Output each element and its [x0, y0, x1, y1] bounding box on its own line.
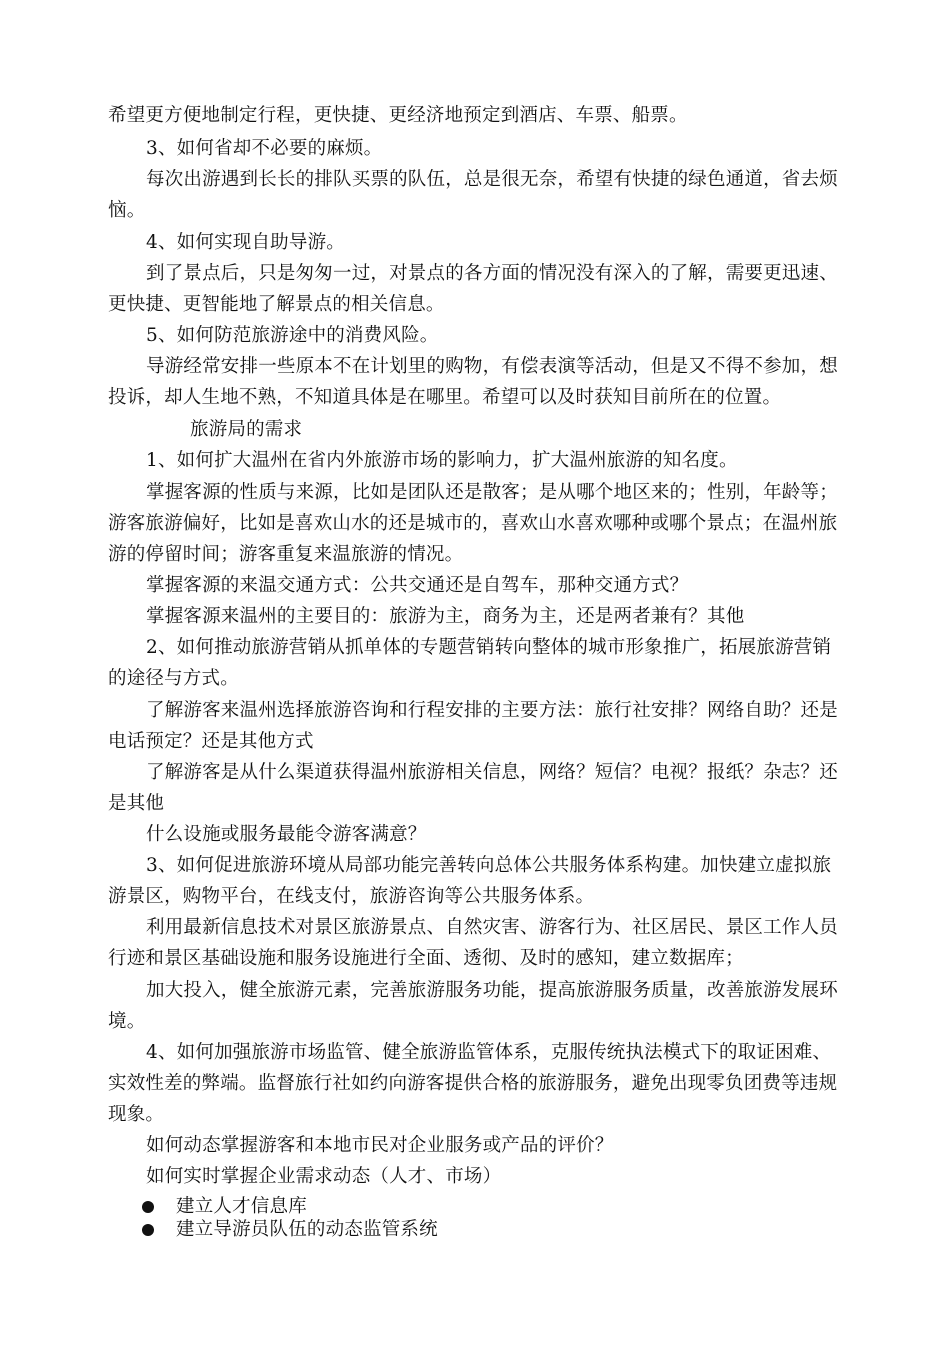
paragraph-line: 加大投入，健全旅游元素，完善旅游服务功能，提高旅游服务质量，改善旅游发展环	[146, 980, 838, 1001]
paragraph-line: 的途径与方式。	[108, 668, 239, 689]
paragraph-line: 希望更方便地制定行程，更快捷、更经济地预定到酒店、车票、船票。	[108, 105, 688, 126]
paragraph-line: 投诉，却人生地不熟，不知道具体是在哪里。希望可以及时获知目前所在的位置。	[108, 387, 782, 408]
paragraph-line: 如何实时掌握企业需求动态（人才、市场）	[146, 1166, 502, 1187]
paragraph-line: 更快捷、更智能地了解景点的相关信息。	[108, 294, 445, 315]
paragraph-line: 掌握客源来温州的主要目的：旅游为主，商务为主，还是两者兼有？其他	[146, 606, 745, 627]
paragraph-line: 每次出游遇到长长的排队买票的队伍，总是很无奈，希望有快捷的绿色通道，省去烦	[146, 169, 838, 190]
paragraph-line: 3、如何省却不必要的麻烦。	[146, 138, 383, 159]
bullet-item: 建立人才信息库	[176, 1196, 307, 1217]
paragraph-line: 2、如何推动旅游营销从抓单体的专题营销转向整体的城市形象推广，拓展旅游营销	[146, 637, 832, 658]
paragraph-line: 境。	[108, 1011, 146, 1032]
paragraph-line: 到了景点后，只是匆匆一过，对景点的各方面的情况没有深入的了解，需要更迅速、	[146, 263, 838, 284]
paragraph-line: 了解游客来温州选择旅游咨询和行程安排的主要方法：旅行社安排？网络自助？还是	[146, 700, 838, 721]
paragraph-line: 行迹和景区基础设施和服务设施进行全面、透彻、及时的感知，建立数据库；	[108, 948, 744, 969]
paragraph-line: 掌握客源的性质与来源，比如是团队还是散客；是从哪个地区来的；性别，年龄等；	[146, 482, 838, 503]
paragraph-line: 4、如何加强旅游市场监管、健全旅游监管体系，克服传统执法模式下的取证困难、	[146, 1042, 832, 1063]
paragraph-line: 游景区，购物平台，在线支付，旅游咨询等公共服务体系。	[108, 886, 595, 907]
paragraph-line: 5、如何防范旅游途中的消费风险。	[146, 325, 439, 346]
paragraph-line: 恼。	[108, 200, 146, 221]
paragraph-line: 1、如何扩大温州在省内外旅游市场的影响力，扩大温州旅游的知名度。	[146, 450, 738, 471]
paragraph-line: 利用最新信息技术对景区旅游景点、自然灾害、游客行为、社区居民、景区工作人员	[146, 917, 838, 938]
bullet-dot-icon	[142, 1224, 154, 1236]
paragraph-line: 实效性差的弊端。监督旅行社如约向游客提供合格的旅游服务，避免出现零负团费等违规	[108, 1073, 838, 1094]
paragraph-line: 游的停留时间；游客重复来温旅游的情况。	[108, 544, 464, 565]
paragraph-line: 现象。	[108, 1104, 165, 1125]
paragraph-line: 4、如何实现自助导游。	[146, 232, 345, 253]
paragraph-line: 3、如何促进旅游环境从局部功能完善转向总体公共服务体系构建。加快建立虚拟旅	[146, 855, 832, 876]
bullet-item: 建立导游员队伍的动态监管系统	[176, 1219, 438, 1240]
paragraph-line: 游客旅游偏好，比如是喜欢山水的还是城市的，喜欢山水喜欢哪种或哪个景点；在温州旅	[108, 513, 838, 534]
paragraph-line: 电话预定？还是其他方式	[108, 731, 314, 752]
paragraph-line: 如何动态掌握游客和本地市民对企业服务或产品的评价？	[146, 1135, 614, 1156]
paragraph-line: 是其他	[108, 793, 165, 814]
paragraph-line: 什么设施或服务最能令游客满意？	[146, 824, 427, 845]
paragraph-line: 掌握客源的来温交通方式：公共交通还是自驾车，那种交通方式？	[146, 575, 689, 596]
paragraph-line: 了解游客是从什么渠道获得温州旅游相关信息，网络？短信？电视？报纸？杂志？还	[146, 762, 838, 783]
bullet-dot-icon	[142, 1201, 154, 1213]
section-heading: 旅游局的需求	[190, 419, 303, 440]
paragraph-line: 导游经常安排一些原本不在计划里的购物，有偿表演等活动，但是又不得不参加，想	[146, 356, 838, 377]
